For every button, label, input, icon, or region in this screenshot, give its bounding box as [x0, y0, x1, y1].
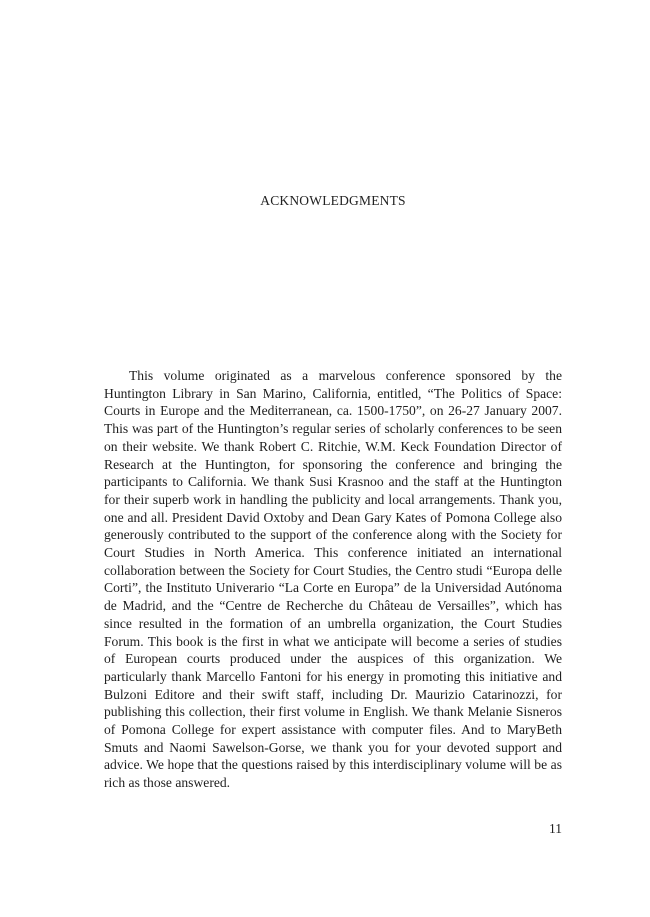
page-number: 11: [549, 821, 562, 836]
acknowledgments-paragraph: This volume originated as a marvelous conference sponsored by the Huntington Library in San Marino, California, entitled, “The Politics of Space: Courts in Europe and the Mediterranean, ca. 1500-1750”, on 26-27 January 2007. This was part of the Huntington’s regular series of scholarly conferences to be seen on their website. We thank Robert C. Ritchie, W.M. Keck Foundation Director of Research at the Huntington, for sponsoring the conference and bringing the participants to California. We thank Susi Krasnoo and the staff at the Huntington for their superb work in handling the publicity and local arrangements. Thank you, one and all. President David Oxtoby and Dean Gary Kates of Pomona College also generously contributed to the support of the conference along with the Society for Court Studies in North America. This conference initiated an international collaboration between the Society for Court Studies, the Centro studi “Europa delle Corti”, the Instituto Univerario “La Corte en Europa” de la Universidad Autónoma de Madrid, and the “Centre de Recherche du Château de Versailles”, which has since resulted in the formation of an umbrella organization, the Court Studies Forum. This book is the first in what we anticipate will become a series of studies of European courts produced under the auspices of this organization. We particularly thank Marcello Fantoni for his energy in promoting this initiative and Bulzoni Editore and their swift staff, including Dr. Maurizio Catarinozzi, for publishing this collection, their first volume in English. We thank Melanie Sisneros of Pomona College for expert assistance with computer files. And to MaryBeth Smuts and Naomi Sawelson-Gorse, we thank you for your devoted support and advice. We hope that the questions raised by this interdisciplinary volume will be as rich as those answered.: [104, 368, 562, 791]
section-heading: ACKNOWLEDGMENTS: [260, 193, 406, 208]
